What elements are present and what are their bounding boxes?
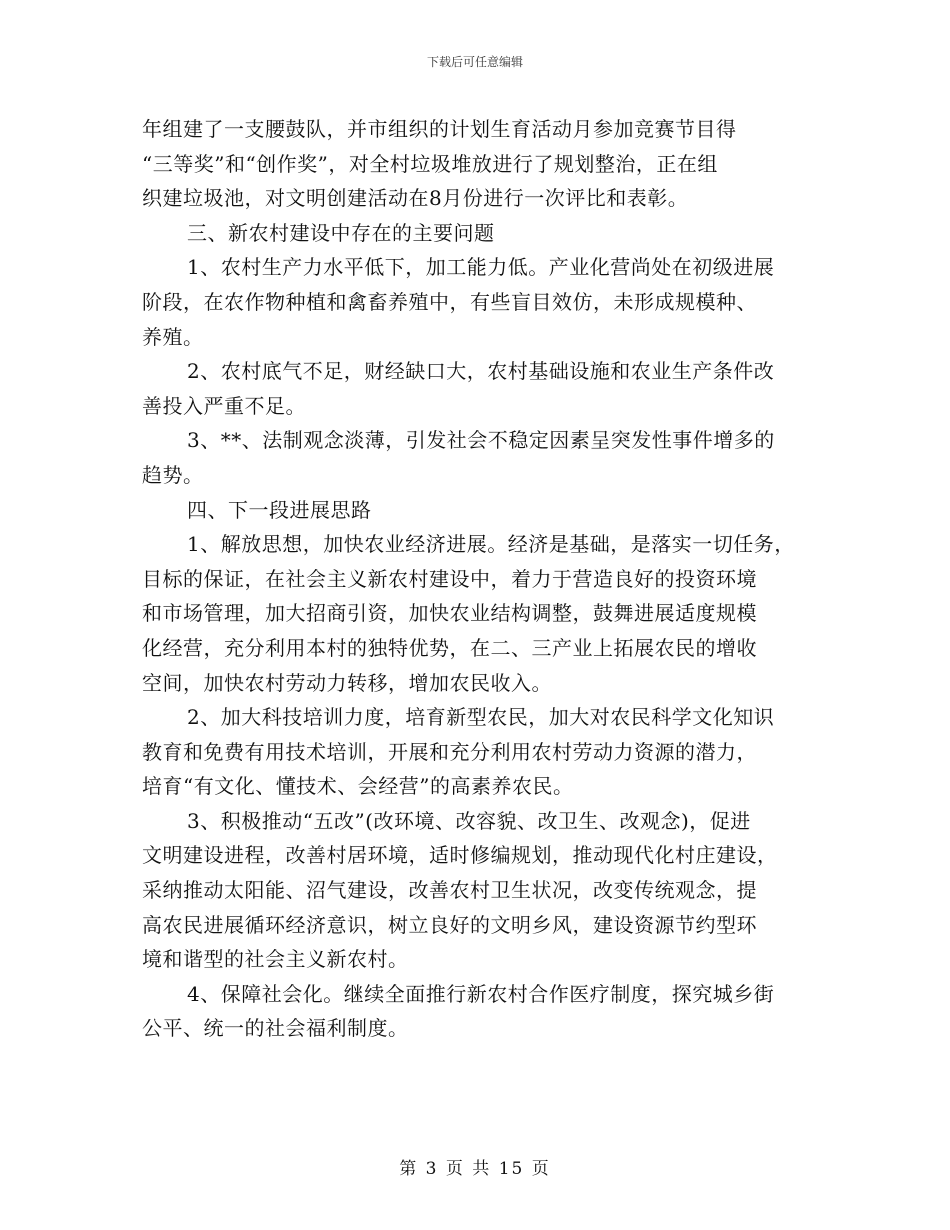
text-line: 1、农村生产力水平低下，加工能力低。产业化营尚处在初级进展 [187,255,775,280]
text-line: 和市场管理，加大招商引资，加快农业结构调整，鼓舞进展适度规模 [142,601,757,626]
text-line: 空间，加快农村劳动力转移，增加农民收入。 [142,670,552,695]
text-line: 目标的保证，在社会主义新农村建设中，着力于营造良好的投资环境 [142,566,757,591]
document-body [142,112,822,1046]
text-line: 年组建了一支腰鼓队，并市组织的计划生育活动月参加竞赛节目得 [142,117,737,141]
text-line: “三等奖”和“创作奖”，对全村垃圾堆放进行了规划整治，正在组 [142,151,718,176]
text-line: 公平、统一的社会福利制度。 [142,1016,409,1041]
text-line: 采纳推动太阳能、沼气建设，改善农村卫生状况，改变传统观念，提 [142,878,757,903]
section-heading-3: 三、新农村建设中存在的主要问题 [187,220,495,245]
text-line: 2、加大科技培训力度，培育新型农民，加大对农民科学文化知识 [187,705,775,730]
text-line: 2、农村底气不足，财经缺口大，农村基础设施和农业生产条件改 [187,359,775,384]
text-line: 阶段，在农作物种植和禽畜养殖中，有些盲目效仿，未形成规模种、 [142,289,757,314]
page-footer: 第 3 页 共 15 页 [399,1159,551,1179]
text-line: 3、积极推动“五改”(改环境、改容貌、改卫生、改观念)，促进 [187,808,751,833]
section-heading-4: 四、下一段进展思路 [187,497,372,522]
text-line: 培育“有文化、懂技术、会经营”的高素养农民。 [142,774,574,799]
page-header: 下载后可任意编辑 [426,55,523,69]
text-line: 境和谐型的社会主义新农村。 [142,947,409,972]
text-line: 3、**、法制观念淡薄，引发社会不稳定因素呈突发性事件增多的 [187,428,775,453]
text-line: 4、保障社会化。继续全面推行新农村合作医疗制度，探究城乡街 [187,981,775,1006]
text-line: 养殖。 [142,324,204,349]
text-line: 化经营，充分利用本村的独特优势，在二、三产业上拓展农民的增收 [142,635,757,660]
text-line: 善投入严重不足。 [142,393,306,418]
text-line: 高农民进展循环经济意识，树立良好的文明乡风，建设资源节约型环 [142,912,757,937]
text-line: 教育和免费有用技术培训，开展和充分利用农村劳动力资源的潜力， [142,739,757,764]
text-line: 趋势。 [142,462,204,487]
text-line: 文明建设进程，改善村居环境，适时修编规划，推动现代化村庄建设， [142,843,778,868]
text-line: 织建垃圾池，对文明创建活动在8月份进行一次评比和表彰。 [142,186,689,211]
text-line: 1、解放思想，加快农业经济进展。经济是基础，是落实一切任务， [187,532,795,557]
